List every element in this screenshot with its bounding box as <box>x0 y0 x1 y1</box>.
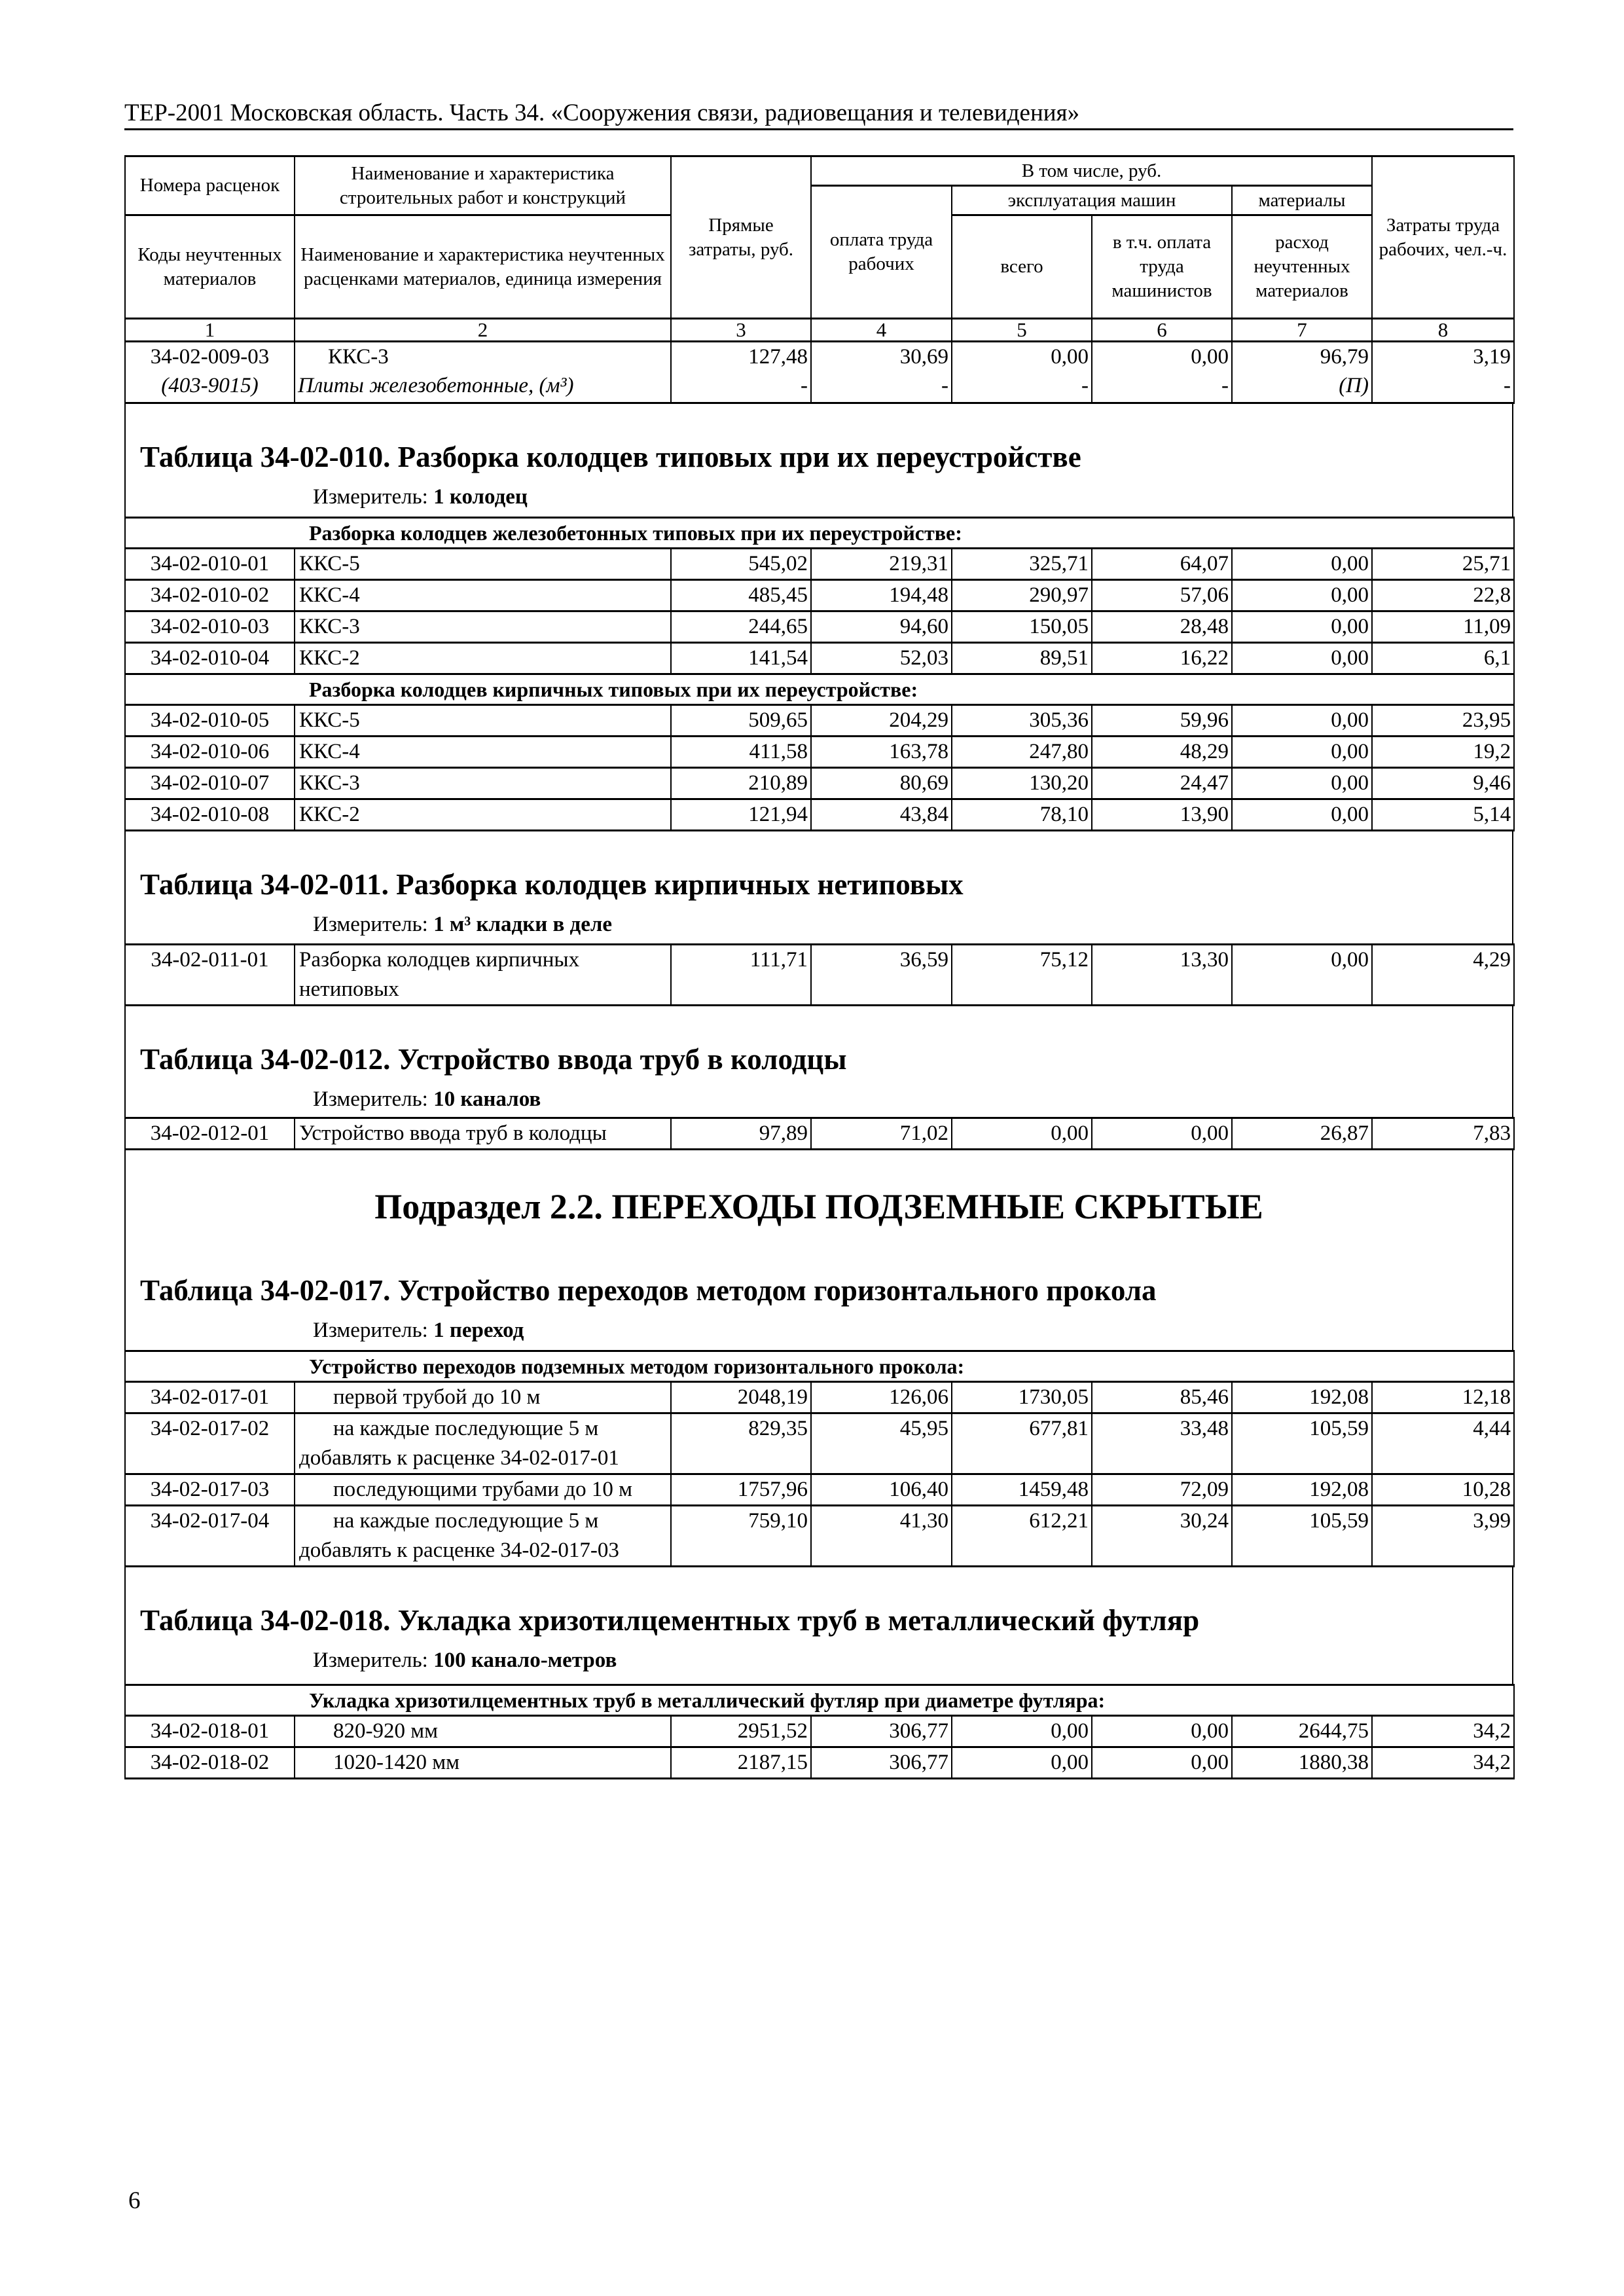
value-materials: 0,00 <box>1232 580 1372 611</box>
value-materials: 192,08 <box>1232 1474 1372 1506</box>
value-worker-pay: 163,78 <box>811 737 952 768</box>
value-operator-pay: 48,29 <box>1092 737 1232 768</box>
rate-code: 34-02-018-02 <box>125 1747 295 1779</box>
value-machines-total: 612,21 <box>952 1506 1092 1567</box>
value-materials: 0,00 <box>1232 611 1372 643</box>
value-machines-total: 677,81 <box>952 1413 1092 1474</box>
table-measure <box>313 1647 617 1673</box>
value-labor: 34,2 <box>1372 1747 1514 1779</box>
value-worker-pay: 41,30 <box>811 1506 952 1567</box>
value-worker-pay: 94,60 <box>811 611 952 643</box>
value-operator-pay: 0,00 <box>1092 1747 1232 1779</box>
table-row <box>125 1413 1514 1474</box>
rate-name: первой трубой до 10 м <box>295 1382 671 1413</box>
value-operator-pay: 85,46 <box>1092 1382 1232 1413</box>
value-direct-costs: 2951,52 <box>671 1716 811 1747</box>
table-row <box>125 1716 1514 1747</box>
value-operator-pay: 33,48 <box>1092 1413 1232 1474</box>
value-worker-pay: 80,69 <box>811 768 952 799</box>
value-machines-total: 150,05 <box>952 611 1092 643</box>
price-table <box>124 943 1515 1006</box>
value-worker-pay: 306,77 <box>811 1747 952 1779</box>
table-row <box>125 1118 1514 1150</box>
measure-label: Измеритель: <box>313 913 428 936</box>
table-title: Таблица 34-02-018. Укладка хризотилцементных труб в металлический футляр <box>140 1604 1200 1637</box>
sub-value: (П) <box>1339 374 1369 397</box>
rate-name: ККС-3 <box>295 768 671 799</box>
table-measure <box>313 911 612 938</box>
subdivision-title: Подраздел 2.2. ПЕРЕХОДЫ ПОДЗЕМНЫЕ СКРЫТЫЕ <box>374 1187 1263 1226</box>
value-materials: 26,87 <box>1232 1118 1372 1150</box>
value-operator-pay: 0,00 <box>1092 1118 1232 1150</box>
col-header-machines-total: всего <box>952 215 1092 319</box>
value-labor: 11,09 <box>1372 611 1514 643</box>
table-title: Таблица 34-02-017. Устройство переходов методом горизонтального прокола <box>140 1274 1157 1307</box>
value-operator-pay: 13,90 <box>1092 799 1232 831</box>
value-worker-pay: 106,40 <box>811 1474 952 1506</box>
table-subheader-row <box>125 1351 1514 1382</box>
measure-label: Измеритель: <box>313 1319 428 1342</box>
rate-code: 34-02-017-04 <box>125 1506 295 1567</box>
value-materials: 105,59 <box>1232 1506 1372 1567</box>
table-heading-block <box>124 1567 1513 1684</box>
rate-code: 34-02-010-05 <box>125 705 295 737</box>
document-running-header: ТЕР-2001 Московская область. Часть 34. «Сооружения связи, радиовещания и телевидения» <box>124 100 1080 126</box>
rate-name: ККС-5 <box>295 549 671 580</box>
rate-name: ККС-2 <box>295 799 671 831</box>
value-labor: 4,44 <box>1372 1413 1514 1474</box>
page-number: 6 <box>128 2187 141 2214</box>
rate-code: 34-02-010-01 <box>125 549 295 580</box>
table-subheader-row <box>125 1685 1514 1716</box>
value-direct-costs: 545,02 <box>671 549 811 580</box>
value-labor: 7,83 <box>1372 1118 1514 1150</box>
rate-name: ККС-3 <box>295 611 671 643</box>
rate-name: ККС-4 <box>295 737 671 768</box>
value-worker-pay: 52,03 <box>811 643 952 674</box>
table-row <box>125 1506 1514 1567</box>
col-header-materials: материалы <box>1232 186 1372 215</box>
table-row <box>125 705 1514 737</box>
value-worker-pay: 194,48 <box>811 580 952 611</box>
sub-value: - <box>1504 374 1511 397</box>
rate-name: ККС-2 <box>295 643 671 674</box>
value-direct-costs: 210,89 <box>671 768 811 799</box>
col-header-material-codes: Коды неучтенных материалов <box>125 215 295 319</box>
rate-name: Разборка колодцев кирпичных нетиповых <box>295 945 671 1006</box>
col-header-machines: эксплуатация машин <box>952 186 1232 215</box>
value-materials: 0,00 <box>1232 549 1372 580</box>
value-machines-total: 0,00 <box>1051 345 1089 369</box>
value-materials: 105,59 <box>1232 1413 1372 1474</box>
table-measure <box>313 1317 524 1343</box>
sub-value: - <box>801 374 808 397</box>
table-row <box>125 1474 1514 1506</box>
value-worker-pay: 43,84 <box>811 799 952 831</box>
value-direct-costs: 97,89 <box>671 1118 811 1150</box>
value-operator-pay: 24,47 <box>1092 768 1232 799</box>
value-direct-costs: 759,10 <box>671 1506 811 1567</box>
value-operator-pay: 16,22 <box>1092 643 1232 674</box>
price-table <box>124 1684 1515 1779</box>
table-measure <box>313 484 528 510</box>
sub-value: - <box>941 374 948 397</box>
rate-code: 34-02-010-03 <box>125 611 295 643</box>
value-materials: 96,79 <box>1320 345 1369 369</box>
measure-value: 1 колодец <box>433 485 528 509</box>
table-row <box>125 643 1514 674</box>
value-labor: 12,18 <box>1372 1382 1514 1413</box>
col-header-direct-costs: Прямые затраты, руб. <box>671 156 811 319</box>
table-subheader-row <box>125 518 1514 549</box>
table-subheader: Устройство переходов подземных методом горизонтального прокола: <box>125 1351 1514 1382</box>
value-worker-pay: 45,95 <box>811 1413 952 1474</box>
value-labor: 5,14 <box>1372 799 1514 831</box>
rate-code: 34-02-017-03 <box>125 1474 295 1506</box>
table-row <box>125 737 1514 768</box>
table-row <box>125 580 1514 611</box>
col-number: 4 <box>811 319 952 342</box>
rate-code: 34-02-010-02 <box>125 580 295 611</box>
value-machines-total: 247,80 <box>952 737 1092 768</box>
rate-code-cell <box>125 342 295 403</box>
value-labor: 10,28 <box>1372 1474 1514 1506</box>
col-header-material-usage: расход неучтенных материалов <box>1232 215 1372 319</box>
value-machines-total: 305,36 <box>952 705 1092 737</box>
price-table <box>124 1117 1515 1150</box>
value-direct-costs: 244,65 <box>671 611 811 643</box>
value-direct-costs: 829,35 <box>671 1413 811 1474</box>
table-title: Таблица 34-02-011. Разборка колодцев кирпичных нетиповых <box>140 868 964 901</box>
measure-value: 1 м³ кладки в деле <box>433 913 613 936</box>
rate-name: на каждые последующие 5 м добавлять к расценке 34-02-017-01 <box>295 1413 671 1474</box>
first-row-table <box>124 340 1515 404</box>
table-row <box>125 611 1514 643</box>
rate-code: 34-02-010-06 <box>125 737 295 768</box>
table-row <box>125 768 1514 799</box>
rate-code: 34-02-018-01 <box>125 1716 295 1747</box>
value-direct-costs: 411,58 <box>671 737 811 768</box>
value-direct-costs: 121,94 <box>671 799 811 831</box>
col-header-worker-pay: оплата труда рабочих <box>811 186 952 319</box>
value-machines-total: 89,51 <box>952 643 1092 674</box>
table-title: Таблица 34-02-010. Разборка колодцев типовых при их переустройстве <box>140 441 1081 473</box>
value-direct-costs: 2048,19 <box>671 1382 811 1413</box>
value-operator-pay: 72,09 <box>1092 1474 1232 1506</box>
col-header-rate-numbers: Номера расценок <box>125 156 295 215</box>
value-materials: 0,00 <box>1232 643 1372 674</box>
value-materials: 2644,75 <box>1232 1716 1372 1747</box>
value-machines-total: 78,10 <box>952 799 1092 831</box>
value-worker-pay: 30,69 <box>899 345 948 369</box>
value-machines-total: 0,00 <box>952 1118 1092 1150</box>
value-machines-total: 325,71 <box>952 549 1092 580</box>
table-subheader: Укладка хризотилцементных труб в металлический футляр при диаметре футляра: <box>125 1685 1514 1716</box>
value-labor: 19,2 <box>1372 737 1514 768</box>
value-materials: 0,00 <box>1232 945 1372 1006</box>
value-labor: 6,1 <box>1372 643 1514 674</box>
table-heading-block <box>124 831 1513 943</box>
rate-code: 34-02-012-01 <box>125 1118 295 1150</box>
price-table <box>124 517 1515 831</box>
value-machines-total: 290,97 <box>952 580 1092 611</box>
value-labor: 25,71 <box>1372 549 1514 580</box>
col-number: 5 <box>952 319 1092 342</box>
value-worker-pay: 306,77 <box>811 1716 952 1747</box>
value-worker-pay: 219,31 <box>811 549 952 580</box>
value-direct-costs: 141,54 <box>671 643 811 674</box>
col-number: 6 <box>1092 319 1232 342</box>
value-machines-total: 0,00 <box>952 1747 1092 1779</box>
measure-value: 1 переход <box>433 1319 524 1342</box>
table-subheader: Разборка колодцев железобетонных типовых при их переустройстве: <box>125 518 1514 549</box>
value-worker-pay: 204,29 <box>811 705 952 737</box>
col-header-including: В том числе, руб. <box>811 156 1372 186</box>
value-labor: 22,8 <box>1372 580 1514 611</box>
value-operator-pay: 13,30 <box>1092 945 1232 1006</box>
rate-name: ККС-3 <box>328 345 389 369</box>
value-direct-costs: 127,48 <box>748 345 808 369</box>
col-number: 3 <box>671 319 811 342</box>
value-operator-pay: 57,06 <box>1092 580 1232 611</box>
table-row <box>125 549 1514 580</box>
value-operator-pay: 59,96 <box>1092 705 1232 737</box>
value-labor: 4,29 <box>1372 945 1514 1006</box>
value-direct-costs: 111,71 <box>671 945 811 1006</box>
value-machines-total: 0,00 <box>952 1716 1092 1747</box>
table-row <box>125 1382 1514 1413</box>
rate-name-cell <box>295 342 671 403</box>
material-code: (403-9015) <box>161 374 259 397</box>
column-header-table <box>124 155 1515 342</box>
col-number: 1 <box>125 319 295 342</box>
table-row <box>125 799 1514 831</box>
value-operator-pay: 0,00 <box>1191 345 1229 369</box>
value-operator-pay: 64,07 <box>1092 549 1232 580</box>
value-machines-total: 1459,48 <box>952 1474 1092 1506</box>
value-operator-pay: 28,48 <box>1092 611 1232 643</box>
col-header-operator-pay: в т.ч. оплата труда машинистов <box>1092 215 1232 319</box>
rate-name: ККС-5 <box>295 705 671 737</box>
value-direct-costs: 485,45 <box>671 580 811 611</box>
col-number: 2 <box>295 319 671 342</box>
value-operator-pay: 0,00 <box>1092 1716 1232 1747</box>
measure-value: 100 канало-метров <box>433 1649 617 1672</box>
rate-name: последующими трубами до 10 м <box>295 1474 671 1506</box>
value-operator-pay: 30,24 <box>1092 1506 1232 1567</box>
rate-code: 34-02-009-03 <box>150 345 270 369</box>
value-materials: 0,00 <box>1232 737 1372 768</box>
material-name: Плиты железобетонные, (м³) <box>298 374 574 397</box>
value-materials: 0,00 <box>1232 799 1372 831</box>
header-divider <box>124 128 1513 130</box>
measure-label: Измеритель: <box>313 1649 428 1672</box>
sub-value: - <box>1081 374 1089 397</box>
price-tables-frame <box>124 155 1513 1779</box>
rate-code: 34-02-010-07 <box>125 768 295 799</box>
value-labor: 9,46 <box>1372 768 1514 799</box>
measure-label: Измеритель: <box>313 485 428 509</box>
table-row <box>125 1747 1514 1779</box>
value-materials: 192,08 <box>1232 1382 1372 1413</box>
value-labor: 23,95 <box>1372 705 1514 737</box>
col-number: 8 <box>1372 319 1514 342</box>
col-header-material-name: Наименование и характеристика неучтенных расценками материалов, единица измерения <box>295 215 671 319</box>
value-labor: 34,2 <box>1372 1716 1514 1747</box>
table-row <box>125 945 1514 1006</box>
value-direct-costs: 509,65 <box>671 705 811 737</box>
value-machines-total: 130,20 <box>952 768 1092 799</box>
col-header-work-name: Наименование и характеристика строительных работ и конструкций <box>295 156 671 215</box>
value-labor: 3,19 <box>1473 345 1511 369</box>
table-heading-block <box>124 1006 1513 1117</box>
col-header-labor: Затраты труда рабочих, чел.-ч. <box>1372 156 1514 319</box>
rate-code: 34-02-017-01 <box>125 1382 295 1413</box>
col-number: 7 <box>1232 319 1372 342</box>
measure-value: 10 каналов <box>433 1087 541 1111</box>
value-labor: 3,99 <box>1372 1506 1514 1567</box>
value-direct-costs: 2187,15 <box>671 1747 811 1779</box>
rate-name: ККС-4 <box>295 580 671 611</box>
table-title: Таблица 34-02-012. Устройство ввода труб в колодцы <box>140 1043 847 1076</box>
table-subheader: Разборка колодцев кирпичных типовых при их переустройстве: <box>125 674 1514 705</box>
rate-code: 34-02-017-02 <box>125 1413 295 1474</box>
sub-value: - <box>1221 374 1229 397</box>
value-materials: 1880,38 <box>1232 1747 1372 1779</box>
rate-name: 1020-1420 мм <box>295 1747 671 1779</box>
value-materials: 0,00 <box>1232 768 1372 799</box>
value-machines-total: 75,12 <box>952 945 1092 1006</box>
rate-code: 34-02-011-01 <box>125 945 295 1006</box>
value-worker-pay: 36,59 <box>811 945 952 1006</box>
rate-code: 34-02-010-08 <box>125 799 295 831</box>
rate-code: 34-02-010-04 <box>125 643 295 674</box>
value-direct-costs: 1757,96 <box>671 1474 811 1506</box>
price-table <box>124 1350 1515 1567</box>
measure-label: Измеритель: <box>313 1087 428 1111</box>
table-row <box>125 342 1514 403</box>
table-heading-block <box>124 1150 1513 1350</box>
value-worker-pay: 71,02 <box>811 1118 952 1150</box>
table-measure <box>313 1086 541 1112</box>
rate-name: 820-920 мм <box>295 1716 671 1747</box>
table-subheader-row <box>125 674 1514 705</box>
rate-name: на каждые последующие 5 м добавлять к расценке 34-02-017-03 <box>295 1506 671 1567</box>
table-heading-block <box>124 404 1513 517</box>
rate-name: Устройство ввода труб в колодцы <box>295 1118 671 1150</box>
value-machines-total: 1730,05 <box>952 1382 1092 1413</box>
value-worker-pay: 126,06 <box>811 1382 952 1413</box>
value-materials: 0,00 <box>1232 705 1372 737</box>
